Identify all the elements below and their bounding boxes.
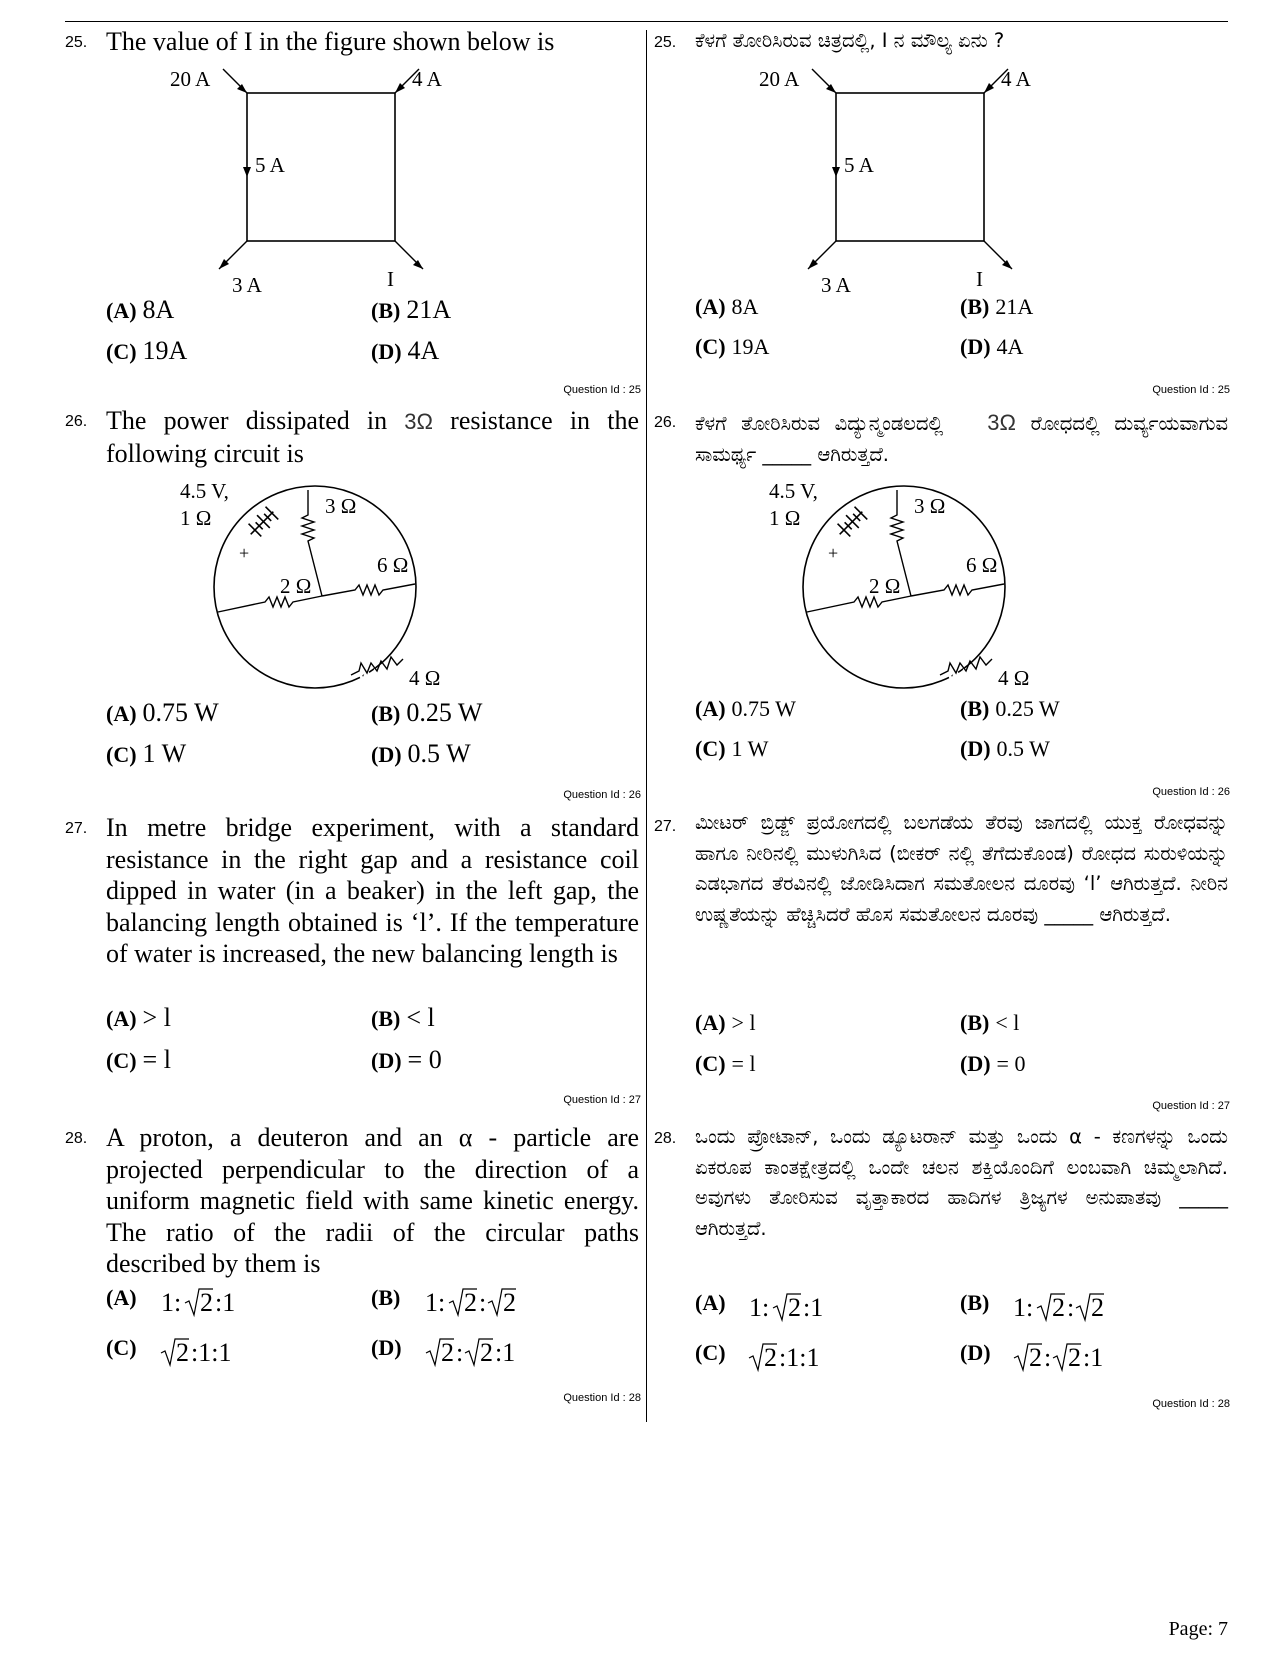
column-divider bbox=[646, 30, 647, 1422]
option-d[interactable]: (D) 4A bbox=[960, 334, 1024, 359]
question-number: 27. bbox=[65, 820, 88, 837]
question-number: 26. bbox=[65, 413, 88, 430]
svg-text:2: 2 bbox=[1068, 1343, 1082, 1372]
option-c[interactable]: (C) 19A bbox=[695, 334, 770, 359]
svg-text:2: 2 bbox=[1029, 1343, 1043, 1372]
label-4ohm: 4 Ω bbox=[998, 666, 1030, 690]
option-a[interactable]: (A) 8A bbox=[695, 294, 759, 319]
svg-text:2: 2 bbox=[788, 1293, 802, 1322]
option-a[interactable] bbox=[106, 295, 174, 325]
option-b[interactable]: (B) 1: 2 : 2 bbox=[371, 1282, 535, 1319]
current-junction-figure bbox=[704, 62, 1034, 297]
svg-text:2: 2 bbox=[176, 1338, 190, 1367]
option-b[interactable]: (B) < l bbox=[960, 1010, 1020, 1035]
label-3A: 3 A bbox=[821, 273, 851, 297]
label-3A: 3 A bbox=[232, 273, 262, 297]
ratio-expression bbox=[161, 1283, 271, 1319]
option-b[interactable]: (B) 0.25 W bbox=[960, 696, 1060, 721]
label-2ohm: 2 Ω bbox=[869, 574, 901, 598]
option-b[interactable]: (B) 0.25 W bbox=[371, 698, 483, 727]
option-c[interactable] bbox=[106, 336, 187, 366]
question-stem: ಒಂದು ಪ್ರೋಟಾನ್, ಒಂದು ಡ್ಯೂಟರಾನ್ ಮತ್ತು ಒಂದು α - ಕಣಗಳನ್ನು ಒಂದು ಏಕರೂಪ ಕಾಂತಕ್ಷೇತ್ರದಲ್ಲಿ ಒಂದೇ ಚಲನ ಶಕ್ತಿಯೊಂದಿಗೆ ಲಂಬವಾಗಿ ಚಿಮ್ಮಲಾಗಿದೆ. ಅವುಗಳು ತೋರಿಸುವ ವೃತ್ತಾಕಾರದ ಹಾದಿಗಳ ತ್ರಿಜ್ಯಗಳ ಅನುಪಾತವು _____ ಆಗಿರುತ್ತದೆ. bbox=[695, 1125, 1228, 1240]
svg-text:1:: 1: bbox=[1012, 1293, 1034, 1322]
question-number: 25. bbox=[654, 34, 677, 51]
label-I: I bbox=[976, 267, 983, 291]
option-d[interactable]: (D) 2 : 2 :1 bbox=[960, 1338, 1124, 1374]
current-junction-figure bbox=[115, 62, 445, 297]
circuit-figure bbox=[115, 475, 465, 700]
battery-resistance-label: 1 Ω bbox=[769, 506, 801, 530]
resistance-symbol: 3Ω bbox=[404, 409, 433, 434]
label-20A: 20 A bbox=[759, 67, 800, 91]
ratio-expression bbox=[1014, 1338, 1124, 1374]
question-id: Question Id : 27 bbox=[563, 1094, 641, 1106]
label-3ohm: 3 Ω bbox=[325, 494, 357, 518]
svg-text::1: :1 bbox=[215, 1288, 236, 1317]
svg-text::1: :1 bbox=[495, 1338, 516, 1367]
label-5A: 5 A bbox=[844, 153, 874, 177]
svg-text:2: 2 bbox=[200, 1288, 214, 1317]
option-d[interactable]: (D) 0.5 W bbox=[960, 736, 1050, 761]
option-label: (A) bbox=[106, 298, 137, 323]
question-number: 27. bbox=[654, 818, 677, 835]
ratio-expression bbox=[161, 1333, 271, 1369]
option-d[interactable]: (D) 2 : 2 :1 bbox=[371, 1332, 536, 1369]
question-number: 28. bbox=[654, 1130, 677, 1147]
option-c[interactable]: (C) = l bbox=[695, 1051, 756, 1076]
svg-text:2: 2 bbox=[1090, 1293, 1104, 1322]
svg-text:1:: 1: bbox=[424, 1288, 446, 1317]
question-id: Question Id : 28 bbox=[563, 1392, 641, 1404]
option-d[interactable]: (D) = 0 bbox=[371, 1045, 442, 1074]
svg-text::: : bbox=[1044, 1343, 1052, 1372]
label-4A: 4 A bbox=[1001, 67, 1031, 91]
page-number: Page: 7 bbox=[1168, 1618, 1228, 1640]
option-c[interactable]: (C) = l bbox=[106, 1045, 171, 1074]
svg-text:2: 2 bbox=[502, 1288, 516, 1317]
battery-resistance-label: 1 Ω bbox=[180, 506, 212, 530]
option-d[interactable] bbox=[371, 336, 439, 366]
option-c[interactable]: (C) 1 W bbox=[106, 739, 187, 768]
question-number: 25. bbox=[65, 34, 88, 51]
ratio-expression bbox=[426, 1333, 536, 1369]
svg-text::: : bbox=[478, 1288, 487, 1317]
option-a[interactable]: (A) 1: 2 :1 bbox=[106, 1282, 271, 1319]
option-b[interactable]: (B) 1: 2 : 2 bbox=[960, 1288, 1123, 1324]
question-stem: A proton, a deuteron and an α - particle are projected perpendicular to the direction of a uniform magnetic field with same kinetic energy. The ratio of the radii of the circular paths described by them is bbox=[106, 1123, 639, 1278]
label-5A: 5 A bbox=[255, 153, 285, 177]
svg-text:1:: 1: bbox=[749, 1293, 770, 1322]
option-label: (C) bbox=[106, 339, 137, 364]
option-a[interactable]: (A) 0.75 W bbox=[695, 696, 796, 721]
question-stem: The value of I in the figure shown below is bbox=[106, 27, 555, 56]
label-3ohm: 3 Ω bbox=[914, 494, 946, 518]
resistance-symbol: 3Ω bbox=[987, 410, 1016, 435]
option-c[interactable]: (C) 1 W bbox=[695, 736, 769, 761]
ratio-expression bbox=[1013, 1288, 1123, 1324]
circuit-figure bbox=[704, 475, 1054, 700]
option-b[interactable] bbox=[371, 295, 451, 325]
svg-text::1: :1 bbox=[1083, 1343, 1104, 1372]
option-label: (B) bbox=[371, 298, 401, 323]
option-text: 21A bbox=[406, 295, 452, 324]
question-stem: ಮೀಟರ್ ಬ್ರಿಡ್ಜ್ ಪ್ರಯೋಗದಲ್ಲಿ ಬಲಗಡೆಯ ತೆರವು ಜಾಗದಲ್ಲಿ ಯುಕ್ತ ರೋಧವನ್ನು ಹಾಗೂ ನೀರಿನಲ್ಲಿ ಮುಳುಗಿಸಿದ (ಬೀಕರ್ ನಲ್ಲಿ ತೆಗೆದುಕೊಂಡ) ರೋಧದ ಸುರುಳಿಯನ್ನು ಎಡಭಾಗದ ತೆರವಿನಲ್ಲಿ ಜೋಡಿಸಿದಾಗ ಸಮತೋಲನ ದೂರವು ‘l’ ಆಗಿರುತ್ತದೆ. ನೀರಿನ ಉಷ್ಣತೆಯನ್ನು ಹೆಚ್ಚಿಸಿದರೆ ಹೊಸ ಸಮತೋಲನ ದೂರವು _____ ಆಗಿರುತ್ತದೆ. bbox=[695, 811, 1228, 926]
label-20A: 20 A bbox=[170, 67, 211, 91]
option-a[interactable]: (A) > l bbox=[695, 1010, 756, 1035]
svg-text::1:1: :1:1 bbox=[779, 1343, 820, 1372]
svg-text:2: 2 bbox=[441, 1338, 455, 1367]
question-id: Question Id : 26 bbox=[563, 789, 641, 801]
svg-text:+: + bbox=[828, 543, 839, 563]
option-text: 19A bbox=[142, 336, 188, 365]
svg-text::1:1: :1:1 bbox=[191, 1338, 232, 1367]
battery-label: 4.5 V, bbox=[769, 479, 818, 503]
option-b[interactable]: (B) < l bbox=[371, 1003, 435, 1032]
option-a[interactable]: (A) 0.75 W bbox=[106, 698, 219, 727]
question-id: Question Id : 27 bbox=[1152, 1100, 1230, 1112]
question-number: 26. bbox=[654, 414, 677, 431]
svg-text:1:: 1: bbox=[161, 1288, 182, 1317]
svg-text::: : bbox=[1066, 1293, 1075, 1322]
option-text: 4A bbox=[407, 336, 440, 365]
label-6ohm: 6 Ω bbox=[966, 553, 998, 577]
svg-text:2: 2 bbox=[480, 1338, 494, 1367]
svg-text:2: 2 bbox=[764, 1343, 778, 1372]
label-4ohm: 4 Ω bbox=[409, 666, 441, 690]
option-c[interactable]: (C) 2 :1:1 bbox=[695, 1338, 859, 1374]
top-rule bbox=[65, 21, 1228, 22]
option-label: (D) bbox=[371, 339, 402, 364]
question-id: Question Id : 28 bbox=[1152, 1398, 1230, 1410]
option-c[interactable]: (C) 2 :1:1 bbox=[106, 1332, 271, 1369]
label-2ohm: 2 Ω bbox=[280, 574, 312, 598]
question-number: 28. bbox=[65, 1130, 88, 1147]
svg-text::1: :1 bbox=[803, 1293, 824, 1322]
option-d[interactable]: (D) 0.5 W bbox=[371, 739, 471, 768]
option-b[interactable]: (B) 21A bbox=[960, 294, 1034, 319]
label-I: I bbox=[387, 267, 394, 291]
option-text: 8A bbox=[142, 295, 175, 324]
option-a[interactable]: (A) > l bbox=[106, 1003, 171, 1032]
question-stem: In metre bridge experiment, with a standard resistance in the right gap and a resistance coil dipped in water (in a beaker) in the left gap, the balancing length obtained is ‘l’. If the temperature of water is increased, the new balancing length is bbox=[106, 813, 639, 968]
svg-text:2: 2 bbox=[463, 1288, 477, 1317]
label-4A: 4 A bbox=[412, 67, 442, 91]
ratio-expression bbox=[749, 1288, 859, 1324]
question-stem: The power dissipated in 3Ω resistance in the following circuit is bbox=[106, 406, 639, 468]
svg-text::: : bbox=[456, 1338, 464, 1367]
svg-text:2: 2 bbox=[1051, 1293, 1065, 1322]
question-stem: ಕೆಳಗೆ ತೋರಿಸಿರುವ ವಿದ್ಯುನ್ಮಂಡಲದಲ್ಲಿ 3Ω ರೋಧದಲ್ಲಿ ದುರ್ವ್ಯಯವಾಗುವ ಸಾಮರ್ಥ್ಯ _____ ಆಗಿರುತ್ತದೆ. bbox=[695, 410, 1229, 466]
battery-label: 4.5 V, bbox=[180, 479, 229, 503]
ratio-expression bbox=[425, 1283, 535, 1319]
label-6ohm: 6 Ω bbox=[377, 553, 409, 577]
option-d[interactable]: (D) = 0 bbox=[960, 1051, 1026, 1076]
question-stem: ಕೆಳಗೆ ತೋರಿಸಿರುವ ಚಿತ್ರದಲ್ಲಿ, I ನ ಮೌಲ್ಯ ಏನು ? bbox=[695, 29, 1005, 52]
svg-text:+: + bbox=[239, 543, 250, 563]
question-id: Question Id : 26 bbox=[1152, 786, 1230, 798]
ratio-expression bbox=[749, 1338, 859, 1374]
question-id: Question Id : 25 bbox=[563, 384, 641, 396]
option-a[interactable]: (A) 1: 2 :1 bbox=[695, 1288, 859, 1324]
question-id: Question Id : 25 bbox=[1152, 384, 1230, 396]
